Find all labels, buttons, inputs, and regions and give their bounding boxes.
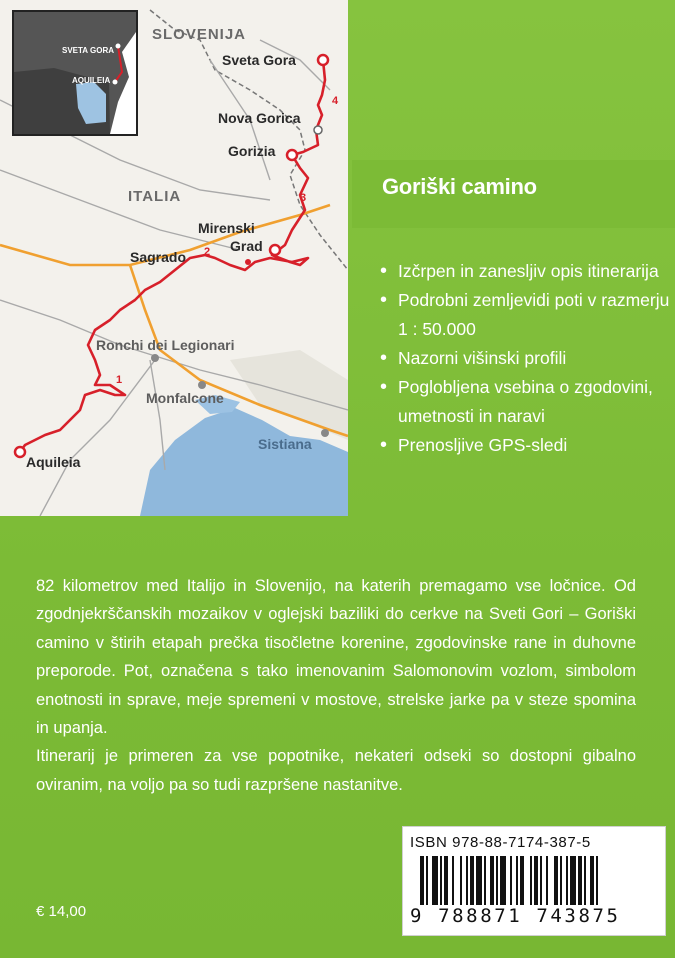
- barcode-bar: [534, 856, 538, 908]
- barcode-bar: [596, 856, 598, 908]
- place-sveta-gora: Sveta Gora: [222, 52, 296, 68]
- country-label-italia: ITALIA: [128, 188, 182, 205]
- stage-marker-4: 4: [332, 95, 339, 107]
- book-title: Goriški camino: [382, 174, 537, 199]
- barcode-bar: [432, 856, 438, 908]
- place-mirenski-grad-line1: Mirenski: [198, 220, 255, 236]
- barcode-bar: [490, 856, 494, 908]
- description-paragraph: 82 kilometrov med Italijo in Slovenijo, na katerih premagamo vse ločnice. Od zgodnjekrščanskih mozaikov v oglejski baziliki do cerkve na Sveti Gori – Goriški camino v štirih etapah prečka tisočletne korenine, zgodovinske rane in duhovne preporode. Pot, označena s tako imenovanim Salomonovim vozlom, simbolom enotnosti in sprave, meje spremeni v mostove, strelske jarke pa v steze spomina in upanja.: [36, 577, 636, 738]
- route-map: [0, 0, 348, 516]
- barcode-bar: [510, 856, 512, 908]
- place-mirenski-grad-line2: Grad: [230, 238, 263, 254]
- feature-list: [380, 257, 670, 460]
- barcode-digits: 9 788871 743875: [410, 905, 662, 927]
- barcode-bar: [530, 856, 532, 908]
- feature-item: • Poglobljena vsebina o zgodovini, umetnosti in naravi: [380, 373, 670, 431]
- inset-graphic: [14, 12, 136, 134]
- description-paragraph: Itinerarij je primeren za vse popotnike, nekateri odseki so dostopni gibalno oviranim, na voljo pa so tudi razpršene nastanitve.: [36, 747, 636, 794]
- barcode-bar: [570, 856, 576, 908]
- barcode-bar: [520, 856, 524, 908]
- barcode-bar: [578, 856, 582, 908]
- feature-item: • Nazorni višinski profili: [380, 344, 670, 373]
- stage-marker-3: 3: [300, 192, 307, 204]
- stage-marker-1: 1: [116, 374, 123, 386]
- barcode-bar: [476, 856, 482, 908]
- barcode-bar: [426, 856, 428, 908]
- barcode-bar: [444, 856, 448, 908]
- barcode-bar: [560, 856, 562, 908]
- barcode-bar: [540, 856, 542, 908]
- barcode-bar: [466, 856, 468, 908]
- barcode-graphic: [420, 856, 656, 908]
- place-sistiana: Sistiana: [258, 436, 312, 452]
- barcode-bar: [420, 856, 424, 908]
- barcode-bar: [496, 856, 498, 908]
- inset-label-aquileia: AQUILEIA: [72, 76, 111, 85]
- barcode-bar: [566, 856, 568, 908]
- description-text: [36, 572, 636, 799]
- barcode-bar: [546, 856, 548, 908]
- feature-item: • Podrobni zemljevidi poti v razmerju 1 : 50.000: [380, 286, 670, 344]
- barcode-bar: [590, 856, 594, 908]
- barcode-bar: [484, 856, 486, 908]
- place-aquileia: Aquileia: [26, 454, 81, 470]
- locator-inset-map: [12, 10, 138, 136]
- barcode-bar: [460, 856, 462, 908]
- place-monfalcone: Monfalcone: [146, 390, 224, 406]
- barcode-bar: [452, 856, 454, 908]
- place-ronchi-dei-legionari: Ronchi dei Legionari: [96, 337, 235, 353]
- place-gorizia: Gorizia: [228, 143, 276, 159]
- inset-label-sveta-gora: SVETA GORA: [62, 46, 115, 55]
- barcode-bar: [440, 856, 442, 908]
- isbn-label: ISBN 978-88-7174-387-5: [410, 834, 591, 851]
- barcode-bar: [516, 856, 518, 908]
- place-sagrado: Sagrado: [130, 249, 187, 265]
- country-label-slovenija: SLOVENIJA: [152, 26, 247, 43]
- barcode-bar: [470, 856, 474, 908]
- barcode-bar: [500, 856, 506, 908]
- barcode-bar: [554, 856, 558, 908]
- barcode-bar: [584, 856, 586, 908]
- feature-item: • Prenosljive GPS-sledi: [380, 431, 670, 460]
- stage-marker-2: 2: [204, 246, 211, 258]
- feature-item: • Izčrpen in zanesljiv opis itinerarija: [380, 257, 670, 286]
- place-nova-gorica: Nova Gorica: [218, 110, 301, 126]
- price-label: € 14,00: [36, 903, 87, 920]
